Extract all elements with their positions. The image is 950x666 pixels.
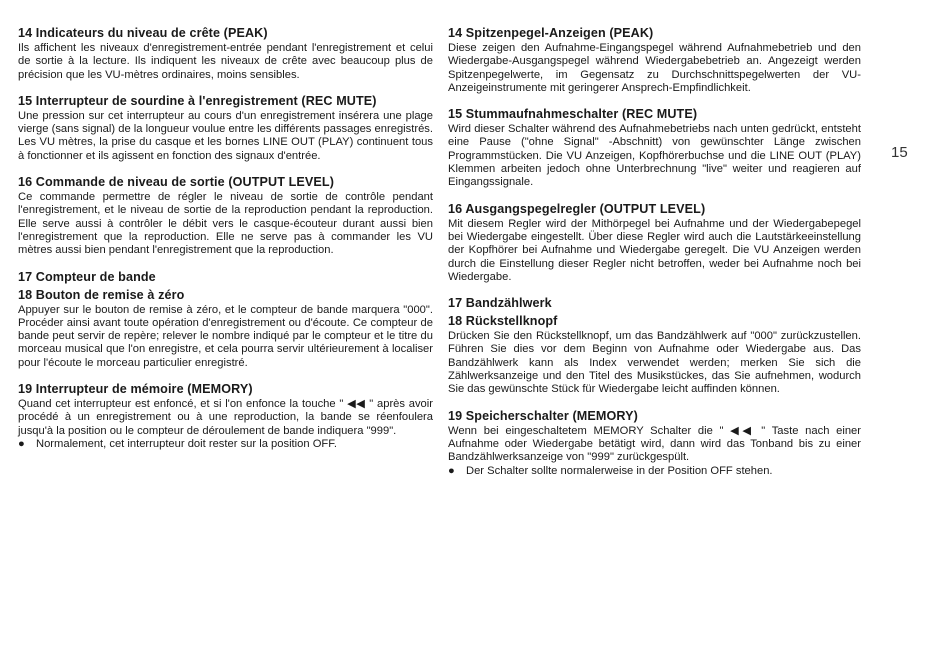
section-body: Mit diesem Regler wird der Mithörpegel bei Aufnahme und der Wiedergabepegel bei Wiedergabe eingestellt. Über diese Regler wird auch die Lautstärkeeinstellung der Kopfhörer bei Aufnahme und Wiedergabe geregelt. Die VU Anzeigen werden durch die Einstellung dieser Regler nicht betroffen, weder bei Aufnahme noch bei Wiedergabe. (448, 217, 861, 283)
section-14-fr (18, 26, 433, 82)
section-heading: 19 Speicherschalter (MEMORY) (448, 408, 638, 423)
section-body: Wenn bei eingeschaltetem MEMORY Schalter die " ◀◀ " Taste nach einer Aufnahme oder Wiedergabe betätigt wird, dann wird das Tonband bis zu einer Bandzählwerksanzeige von "999" zurückgespült. (448, 424, 861, 464)
section-19-de (448, 409, 861, 478)
section-body: Ils affichent les niveaux d'enregistrement-entrée pendant l'enregistrement et celui de sortie à la lecture. Ils indiquent les niveaux de crête avec beaucoup plus de précision que les VU-mètres ordinaires, moins sensibles. (18, 42, 433, 81)
section-heading: 18 Bouton de remise à zéro (18, 287, 185, 302)
note-bullet (18, 438, 433, 451)
note-bullet (448, 465, 861, 478)
section-heading: 19 Interrupteur de mémoire (MEMORY) (18, 382, 253, 397)
section-heading: 16 Ausgangspegelregler (OUTPUT LEVEL) (448, 201, 706, 216)
section-body: Drücken Sie den Rückstellknopf, um das Bandzählwerk auf "000" zurückzustellen. Führen Sie dies vor dem Beginn von Aufnahme oder Wiedergabe aus. Das Bandzählwerk kann als Index verwendet werden; merken Sie sich die Zählwerksanzeige und den Titel des Musikstückes, das Sie aufnehmen, wodurch Sie das gewünschte Stück für Wiedergabe leicht auffinden können. (448, 330, 861, 396)
section-14-de (448, 26, 861, 95)
section-body: Wird dieser Schalter während des Aufnahmebetriebs nach unten gedrückt, entsteht eine Pause ("ohne Signal" -Abschnitt) von gewünschter Länge zwischen Programmstücken. Die VU Anzeigen, Kopfhörerbuchse und die LINE OUT (PLAY) Klemmen arbeiten jedoch ohne Unterbrechnung "live" weiter und reagieren auf Eingangssignale. (448, 123, 861, 189)
note-text: Der Schalter sollte normalerweise in der Position OFF stehen. (466, 464, 773, 477)
section-body: Une pression sur cet interrupteur au cours d'un enregistrement insérera une plage vierge (sans signal) de la longueur voulue entre les différents passages enregistrés. Les VU mètres, la prise du casque et les bornes LINE OUT (PLAY) continuent tous à fonctionner et ils agissent en fonction des signaux d'entrée. (18, 109, 433, 162)
section-body: Appuyer sur le bouton de remise à zéro, et le compteur de bande marquera "000". Procéder ainsi avant toute opération d'enregistrement ou d'écoute. Ce compteur de bande peut servir de repère; relever le nombre indiqué par le compteur et le titre du morceau musical que l'on enregistre, et cela pourra servir ultérieurement à localiser pour l'écoute le morceau particulier enregistré. (18, 303, 433, 369)
section-body: Quand cet interrupteur est enfoncé, et si l'on enfonce la touche " ◀◀ " après avoir procédé à un enregistrement ou à une reproduction, la bande se réenfoulera jusqu'à la position ou le compteur de déroulement de bande indiquera "999". (18, 398, 433, 437)
section-heading: 15 Interrupteur de sourdine à l'enregistrement (REC MUTE) (18, 93, 377, 108)
section-body: Ce commande permettre de régler le niveau de sortie de contrôle pendant l'enregistrement, et le niveau de sortie de la reproduction pendant la reproduction. Elle serve aussi à contrôler le débit vers le casque-écouteur durant aussi bien l'enregistrement que la reproduction. Elle ne serve pas à commander les VU mètres aussi bien pendant l'enregistrement que la reproduction. (18, 191, 433, 257)
bullet-marker: ● (448, 464, 455, 477)
page-number: 15 (891, 144, 908, 161)
section-heading: 17 Compteur de bande (18, 269, 156, 284)
section-heading: 16 Commande de niveau de sortie (OUTPUT LEVEL) (18, 175, 335, 190)
bullet-marker: ● (18, 437, 25, 450)
section-heading: 17 Bandzählwerk (448, 296, 552, 311)
section-15-fr (18, 94, 433, 163)
section-16-fr (18, 175, 433, 257)
note-text: Normalement, cet interrupteur doit rester sur la position OFF. (36, 437, 337, 450)
section-body: Diese zeigen den Aufnahme-Eingangspegel während Aufnahmebetrieb und den Wiedergabe-Ausgangspegel während Wiedergabebetrieb an. Angezeigt werden Spitzenpegelwerte, im Gegensatz zu Durchschnittspegelwerten der VU-Anzeigeinstrumente mit geringerer Ansprech-Empfindlichkeit. (448, 42, 861, 94)
section-15-de (448, 107, 861, 189)
french-column (18, 26, 433, 463)
section-17-18-de (448, 296, 861, 396)
section-heading: 18 Rückstellknopf (448, 314, 558, 329)
section-heading: 14 Indicateurs du niveau de crête (PEAK) (18, 26, 268, 40)
section-heading: 14 Spitzenpegel-Anzeigen (PEAK) (448, 26, 654, 40)
section-16-de (448, 202, 861, 284)
section-heading: 15 Stummaufnahmeschalter (REC MUTE) (448, 107, 698, 122)
section-17-18-fr (18, 270, 433, 370)
german-column (448, 26, 861, 490)
section-19-fr (18, 382, 433, 451)
